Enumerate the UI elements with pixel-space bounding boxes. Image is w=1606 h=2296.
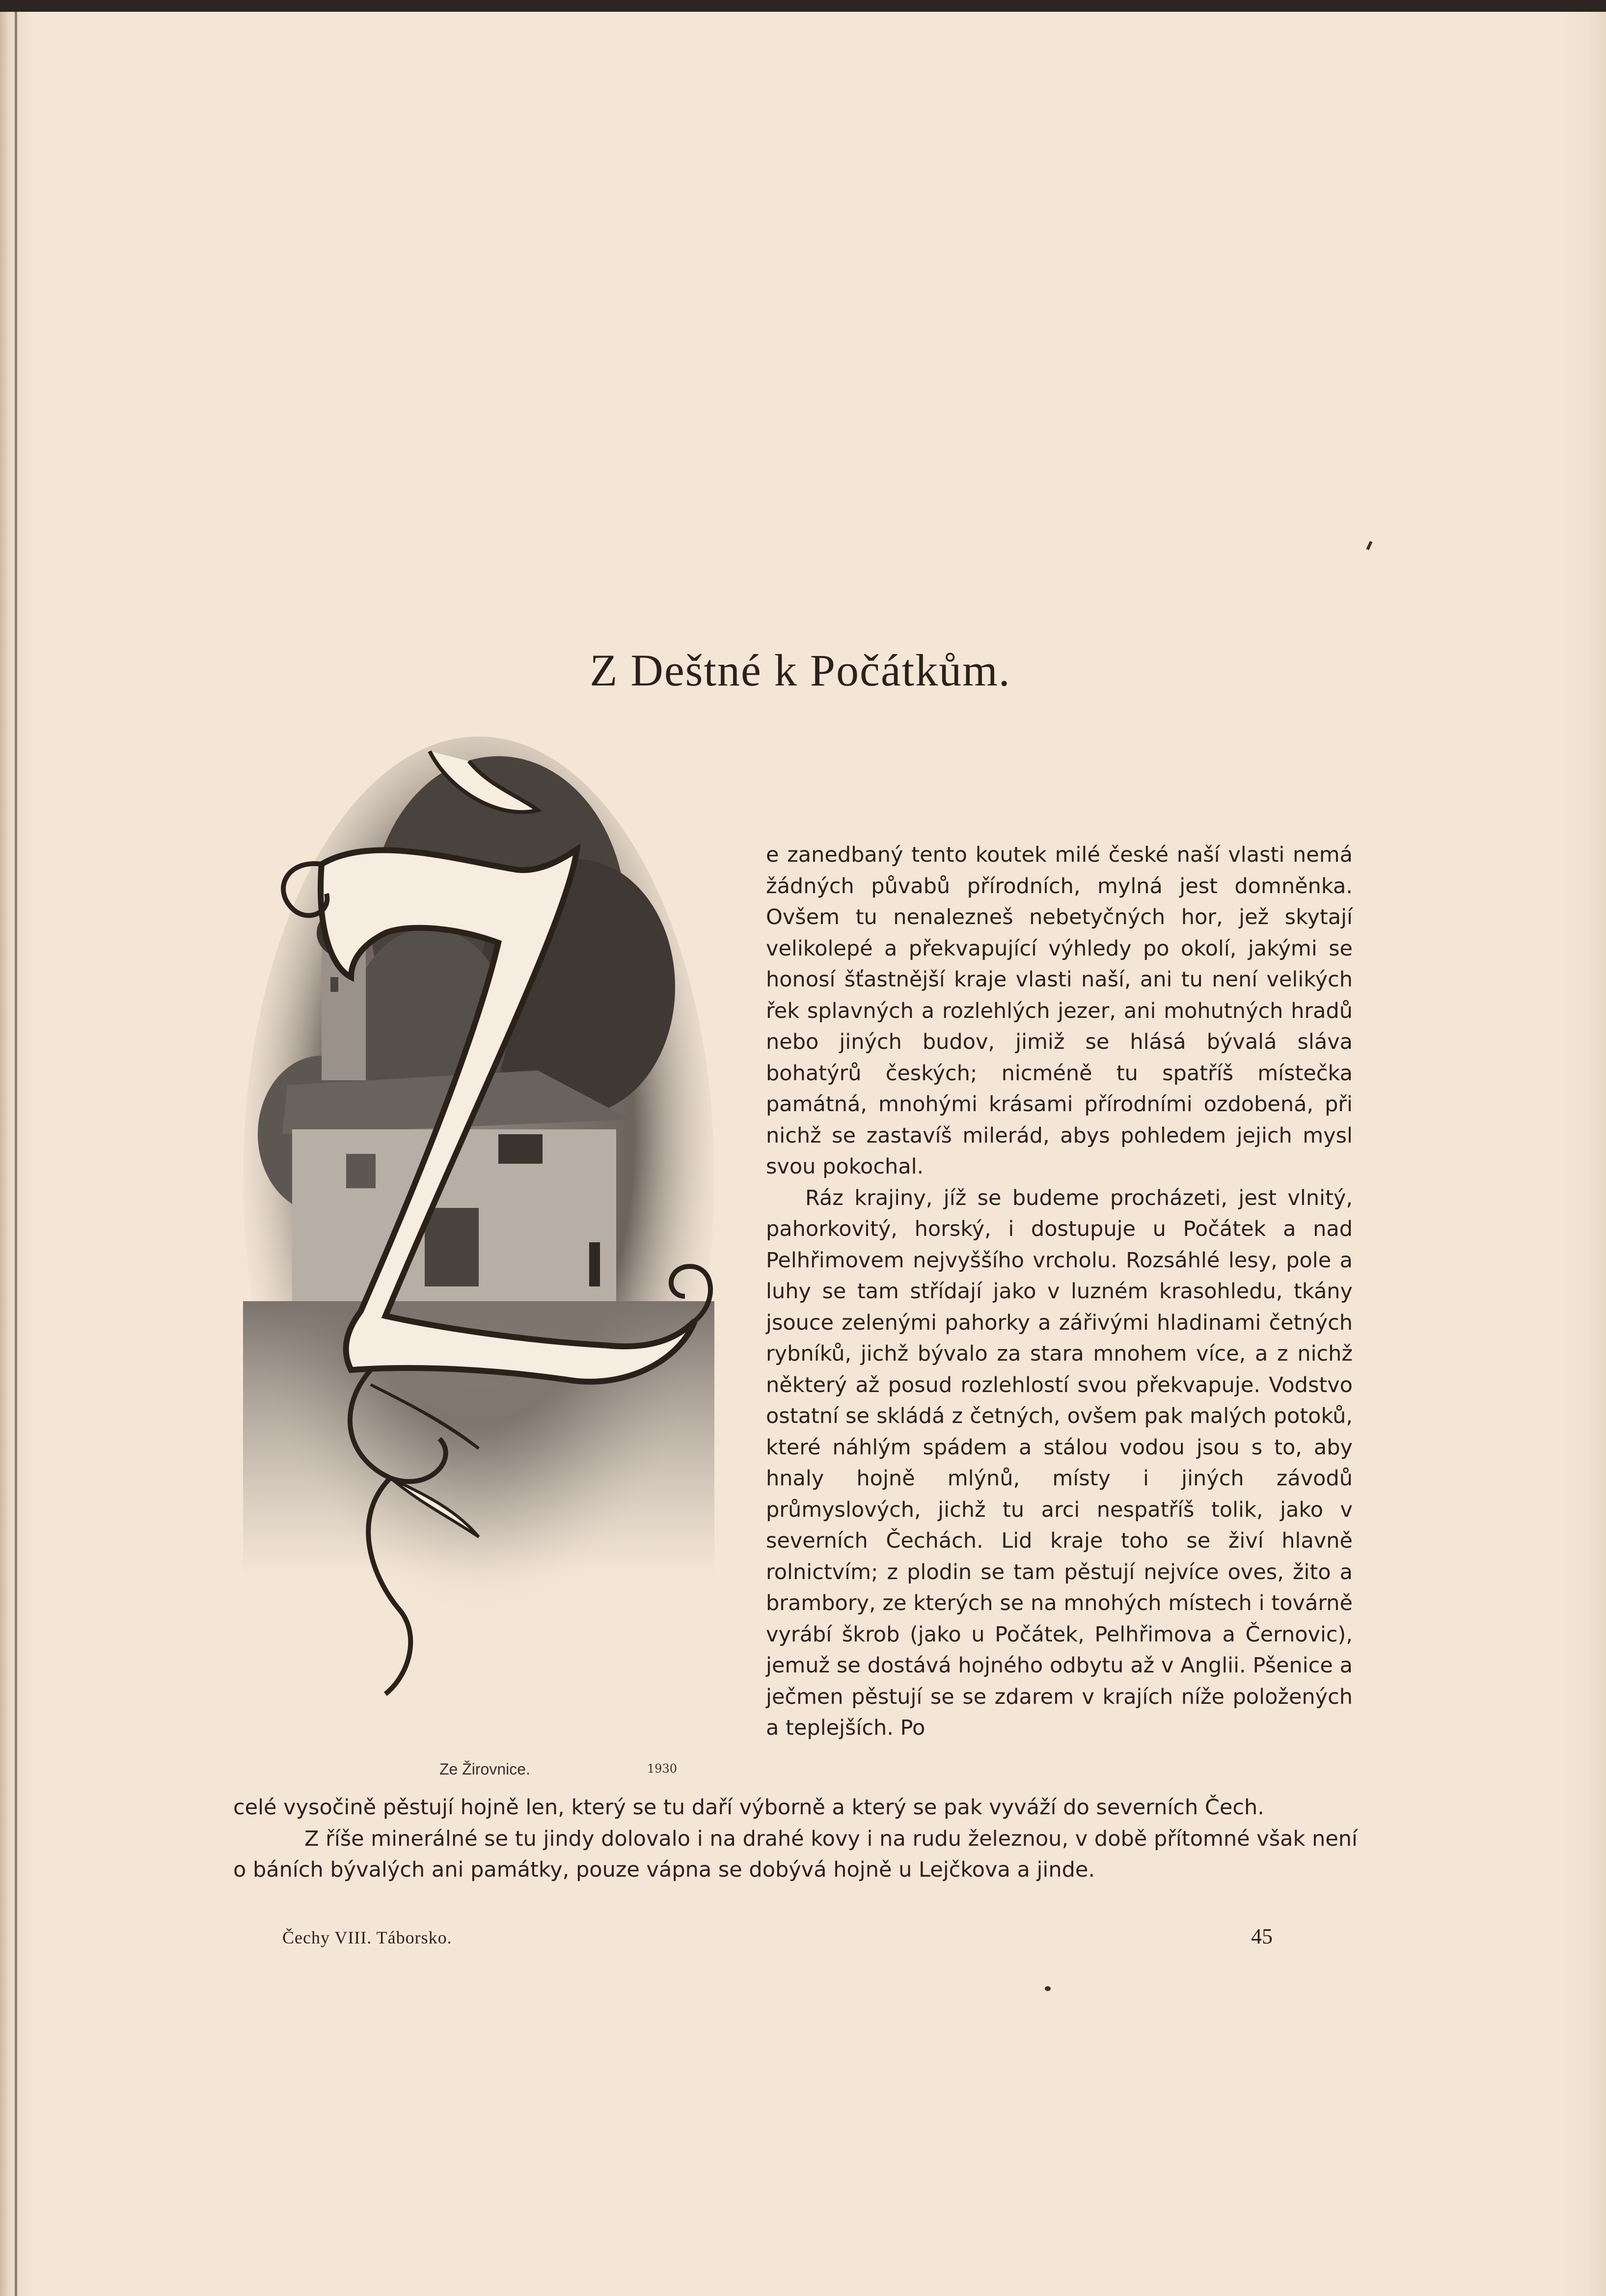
- page-number: 45: [1251, 1924, 1273, 1948]
- illustration-caption: Ze Žirovnice.: [439, 1760, 530, 1778]
- paragraph-continuation: celé vysočině pěstují hojně len, který se tu daří výborně a který se pak vyváží do severních Čech.: [233, 1795, 1264, 1820]
- footer-book-title: Čechy VIII. Táborsko.: [282, 1928, 452, 1947]
- scan-top-edge: [0, 0, 1606, 12]
- chapter-title: Z Deštné k Počátkům.: [590, 645, 1011, 695]
- body-text-column: [766, 840, 1353, 1744]
- plate-number: 1930: [647, 1762, 678, 1776]
- paragraph-minerals: Z říše minerálné se tu jindy dolovalo i na drahé kovy i na rudu železnou, v době přítomné však není o báních bývalých ani památky, pouze vápna se dobývá hojně u Lejčkova a jinde.: [233, 1826, 1358, 1882]
- paragraph-landscape: Ráz krajiny, jíž se budeme procházeti, jest vlnitý, pahorkovitý, horský, i dostupuje u Počátek a nad Pelhřimovem nejvyššího vrcholu. Rozsáhlé lesy, pole a luhy se tam střídají jako v luzném krasohledu, tkány jsouce zelenými pahorky a zářivými hladinami četných rybníků, jichž bývalo za stara mnohem více, a z nichž některý až posud rozlehlostí svou překvapuje. Vodstvo ostatní se skládá z četných, ovšem pak malých potoků, které náhlým spádem a stálou vodou jsou s to, aby hnaly hojně mlýnů, místy i jiných závodů průmyslových, jichž tu arci nespatříš tolik, jako v severních Čechách. Lid kraje toho se živí hlavně rolnictvím; z plodin se tam pěstují nejvíce oves, žito a brambory, ze kterých se na mnohých místech i továrně vyrábí škrob (jako u Počátek, Pelhřimova a Černovic), jemuž se dostává hojného odbytu až v Anglii. Pšenice a ječmen pěstují se se zdarem v krajích níže položených a teplejších. Po: [766, 1185, 1353, 1740]
- ink-speck: [1045, 1986, 1051, 1991]
- paragraph-opening: e zanedbaný tento koutek milé české naší vlasti nemá žádných půvabů přírodních, mylná jest domněnka. Ovšem tu nenalezneš nebetyčných hor, jež skytají velikolepé a překvapující výhledy po okolí, jakými se honosí šťastnější kraje vlasti naší, ani tu není velikých řek splavných a rozlehlých jezer, ani mohutných hradů nebo jiných budov, jimiž se hlásá bývalá sláva bohatýrů českých; nicméně tu spatříš místečka památná, mnohými krásami přírodními ozdobená, při nichž se zastavíš milerád, abys pohledem jejich mysl svou pokochal.: [766, 843, 1353, 1179]
- standing-figure: [589, 1242, 600, 1286]
- ink-mark: [1366, 541, 1372, 550]
- page-spine-shadow: [15, 12, 17, 2296]
- decorated-initial-illustration: [223, 712, 751, 1738]
- body-text-full-width: [233, 1792, 1358, 1886]
- page-right-edge: [1586, 12, 1606, 2296]
